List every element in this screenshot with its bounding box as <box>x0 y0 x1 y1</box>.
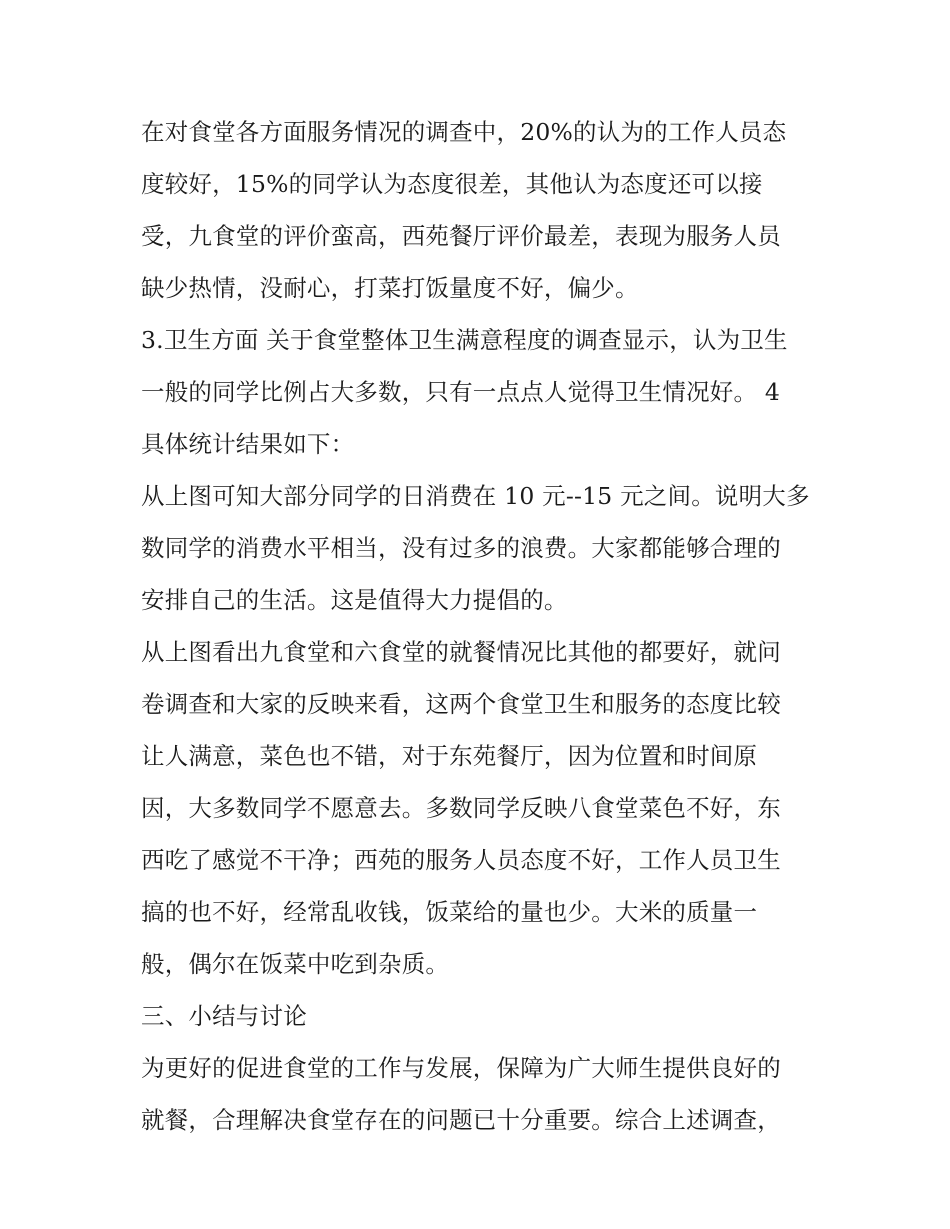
text-line: 在对食堂各方面服务情况的调查中，20%的认为的工作人员态 <box>141 118 787 146</box>
text-line: 从上图看出九食堂和六食堂的就餐情况比其他的都要好，就问 <box>141 638 781 666</box>
text-line: 为更好的促进食堂的工作与发展，保障为广大师生提供良好的 <box>141 1054 781 1082</box>
text-line: 具体统计结果如下： <box>141 430 355 458</box>
text-line: 一般的同学比例占大多数，只有一点点人觉得卫生情况好。 4 <box>141 378 781 406</box>
section-heading-line: 3.卫生方面 关于食堂整体卫生满意程度的调查显示，认为卫生 <box>141 326 788 354</box>
text-line: 数同学的消费水平相当，没有过多的浪费。大家都能够合理的 <box>141 534 781 562</box>
text-line: 西吃了感觉不干净；西苑的服务人员态度不好，工作人员卫生 <box>141 846 781 874</box>
text-line: 从上图可知大部分同学的日消费在 10 元--15 元之间。说明大多 <box>141 482 810 510</box>
text-line: 因，大多数同学不愿意去。多数同学反映八食堂菜色不好，东 <box>141 794 781 822</box>
text-line: 卷调查和大家的反映来看，这两个食堂卫生和服务的态度比较 <box>141 690 781 718</box>
text-line: 让人满意，菜色也不错，对于东苑餐厅，因为位置和时间原 <box>141 742 758 770</box>
text-line: 安排自己的生活。这是值得大力提倡的。 <box>141 586 568 614</box>
text-line: 般，偶尔在饭菜中吃到杂质。 <box>141 950 450 978</box>
section-heading: 三、小结与讨论 <box>141 1002 307 1030</box>
document-body <box>141 106 813 1146</box>
text-line: 就餐，合理解决食堂存在的问题已十分重要。综合上述调查， <box>141 1106 781 1134</box>
text-line: 缺少热情，没耐心，打菜打饭量度不好，偏少。 <box>141 274 639 302</box>
text-line: 度较好，15%的同学认为态度很差，其他认为态度还可以接 <box>141 170 763 198</box>
text-line: 受，九食堂的评价蛮高，西苑餐厅评价最差，表现为服务人员 <box>141 222 781 250</box>
text-line: 搞的也不好，经常乱收钱，饭菜给的量也少。大米的质量一 <box>141 898 758 926</box>
